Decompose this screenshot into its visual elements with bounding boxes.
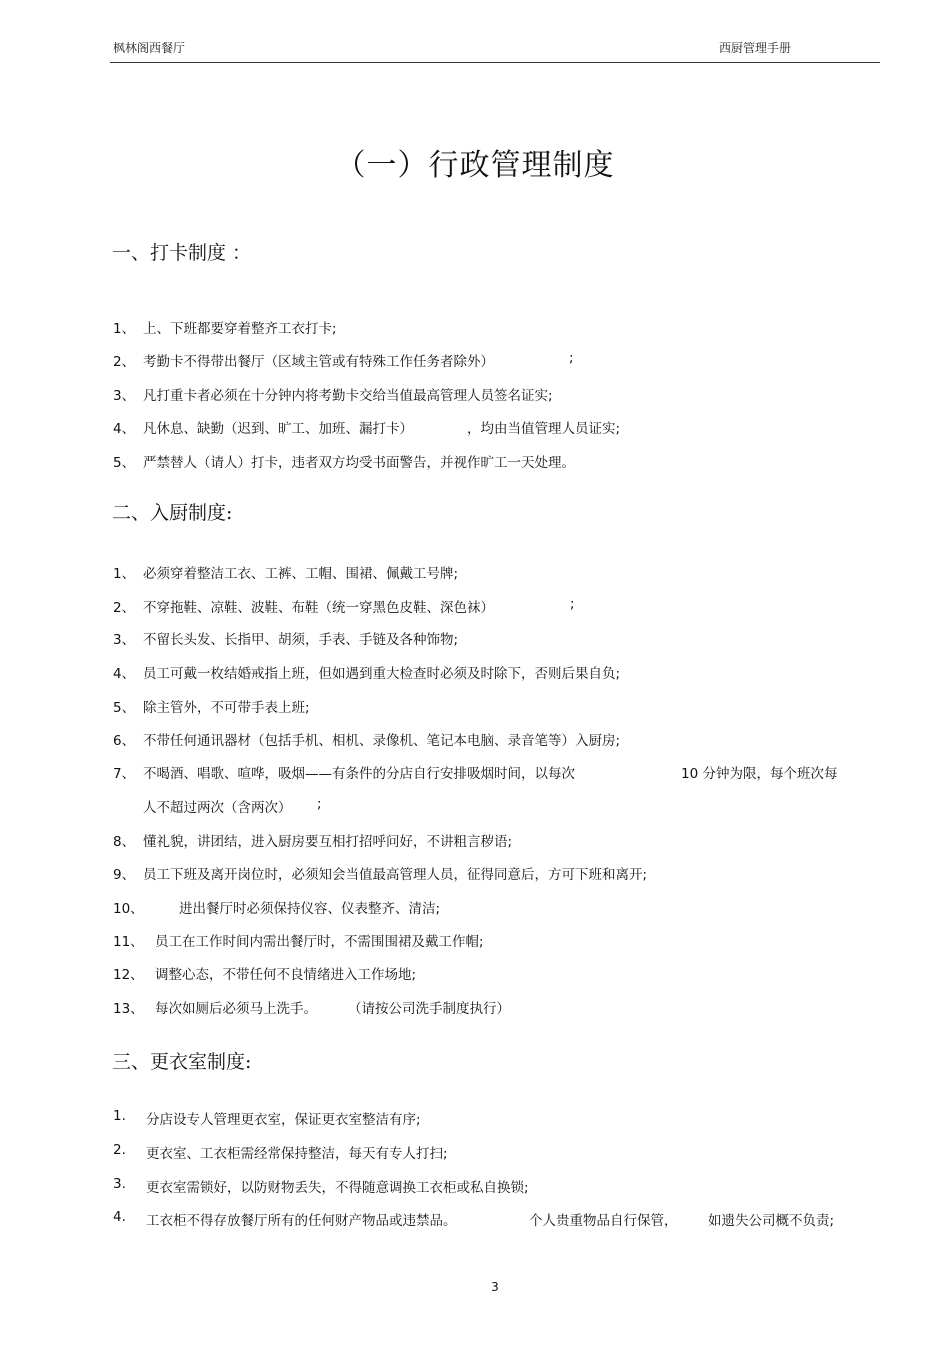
list-item-text: 员工可戴一枚结婚戒指上班，但如遇到重大检查时必须及时除下，否则后果自负;: [143, 666, 621, 682]
section-heading-kitchen-entry: 二、入厨制度:: [112, 502, 233, 524]
list-item-number: 13、: [113, 1001, 144, 1017]
list-item-text: 不喝酒、唱歌、喧哗，吸烟——有条件的分店自行安排吸烟时间，以每次: [143, 766, 575, 782]
list-item-continuation: 人不超过两次（含两次）: [143, 800, 292, 816]
list-item-text: 不带任何通讯器材（包括手机、相机、录像机、笔记本电脑、录音笔等）入厨房;: [143, 733, 621, 749]
list-item-text: 员工在工作时间内需出餐厅时，不需围围裙及戴工作帽;: [155, 934, 484, 950]
list-item-text: 分店设专人管理更衣室，保证更衣室整洁有序;: [146, 1112, 421, 1128]
list-item-text: 除主管外，不可带手表上班;: [143, 700, 310, 716]
list-item-text: 工衣柜不得存放餐厅所有的任何财产物品或违禁品。: [146, 1213, 457, 1229]
list-item-text: 更衣室、工衣柜需经常保持整洁，每天有专人打扫;: [146, 1146, 448, 1162]
header-divider: [110, 62, 880, 63]
list-item-number: 2、: [113, 600, 136, 616]
list-item-number: 9、: [113, 867, 136, 883]
list-item-continuation-tail: ;: [317, 796, 322, 812]
list-item-text: 更衣室需锁好，以防财物丢失，不得随意调换工衣柜或私自换锁;: [146, 1180, 529, 1196]
list-item-tail: ，均由当值管理人员证实;: [467, 421, 621, 437]
list-item-text: 必须穿着整洁工衣、工裤、工帽、围裙、佩戴工号牌;: [143, 566, 459, 582]
list-item-number: 5、: [113, 700, 136, 716]
list-item-tail: （请按公司洗手制度执行）: [348, 1001, 510, 1017]
list-item-number: 5、: [113, 455, 136, 471]
list-item-number: 1、: [113, 566, 136, 582]
list-item-text: 考勤卡不得带出餐厅（区域主管或有特殊工作任务者除外）: [143, 354, 494, 370]
list-item-text: 不留长头发、长指甲、胡须，手表、手链及各种饰物;: [143, 632, 459, 648]
list-item-number: 8、: [113, 834, 136, 850]
list-item-number: 12、: [113, 967, 144, 983]
list-item-number: 11、: [113, 934, 144, 950]
page-number: 3: [491, 1280, 499, 1294]
list-item-text: 上、下班都要穿着整齐工衣打卡;: [143, 321, 337, 337]
list-item-number: 4.: [113, 1209, 126, 1225]
list-item-text: 每次如厕后必须马上洗手。: [155, 1001, 317, 1017]
list-item-number: 3.: [113, 1176, 126, 1192]
list-item-number: 6、: [113, 733, 136, 749]
list-item-text: 凡休息、缺勤（迟到、旷工、加班、漏打卡）: [143, 421, 413, 437]
header-left-text: 枫林阁西餐厅: [113, 41, 186, 55]
list-item-text: 不穿拖鞋、凉鞋、波鞋、布鞋（统一穿黑色皮鞋、深色袜）: [143, 600, 494, 616]
list-item-number: 4、: [113, 421, 136, 437]
section-heading-clock-in: 一、打卡制度 ：: [112, 242, 252, 264]
list-item-text: 员工下班及离开岗位时，必须知会当值最高管理人员，征得同意后，方可下班和离开;: [143, 867, 648, 883]
list-item-text: 懂礼貌，讲团结，进入厨房要互相打招呼问好，不讲粗言秽语;: [143, 834, 513, 850]
list-item-text: 凡打重卡者必须在十分钟内将考勤卡交给当值最高管理人员签名证实;: [143, 388, 553, 404]
document-title: （一）行政管理制度: [335, 148, 615, 183]
list-item-number: 2.: [113, 1142, 126, 1158]
list-item-tail-2: 如遗失公司概不负责;: [708, 1213, 835, 1229]
list-item-number: 1、: [113, 321, 136, 337]
list-item-number: 10、: [113, 901, 144, 917]
list-item-text: 严禁替人（请人）打卡，违者双方均受书面警告，并视作旷工一天处理。: [143, 455, 575, 471]
list-item-tail: ;: [569, 350, 574, 366]
list-item-number: 3、: [113, 632, 136, 648]
header-right-text: 西厨管理手册: [719, 41, 792, 55]
list-item-tail: ;: [570, 596, 575, 612]
list-item-number: 1.: [113, 1108, 126, 1124]
list-item-number: 3、: [113, 388, 136, 404]
list-item-tail: 10 分钟为限，每个班次每: [681, 766, 838, 782]
list-item-number: 4、: [113, 666, 136, 682]
list-item-number: 2、: [113, 354, 136, 370]
list-item-number: 7、: [113, 766, 136, 782]
list-item-tail: 个人贵重物品自行保管，: [529, 1213, 678, 1229]
list-item-text: 调整心态，不带任何不良情绪进入工作场地;: [155, 967, 417, 983]
list-item-text: 进出餐厅时必须保持仪容、仪表整齐、清洁;: [179, 901, 441, 917]
section-heading-locker-room: 三、更衣室制度:: [112, 1051, 252, 1073]
